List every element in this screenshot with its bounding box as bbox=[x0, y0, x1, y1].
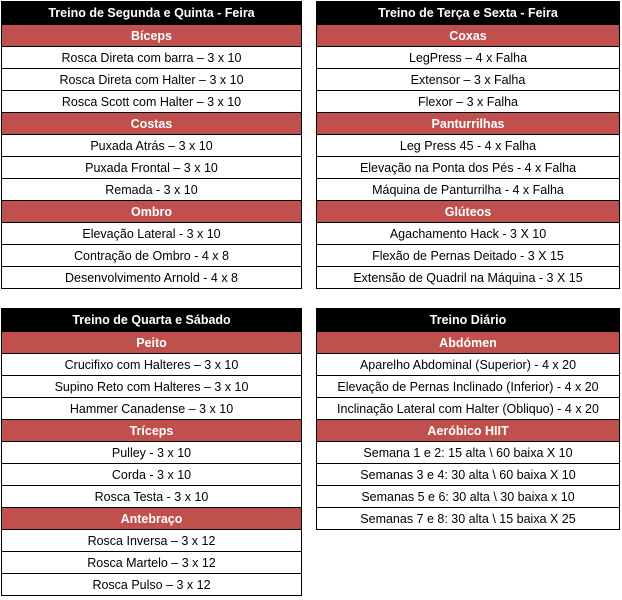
exercise-row: LegPress – 4 x Falha bbox=[317, 46, 619, 68]
exercise-row: Semanas 3 e 4: 30 alta \ 60 baixa X 10 bbox=[317, 463, 619, 485]
exercise-row: Desenvolvimento Arnold - 4 x 8 bbox=[2, 266, 301, 288]
exercise-row: Extensão de Quadril na Máquina - 3 X 15 bbox=[317, 266, 619, 288]
exercise-row: Rosca Scott com Halter – 3 x 10 bbox=[2, 90, 301, 112]
section-header-panturrilhas: Panturrilhas bbox=[317, 112, 619, 134]
exercise-row: Flexor – 3 x Falha bbox=[317, 90, 619, 112]
exercise-row: Aparelho Abdominal (Superior) - 4 x 20 bbox=[317, 353, 619, 375]
exercise-row: Semana 1 e 2: 15 alta \ 60 baixa X 10 bbox=[317, 441, 619, 463]
exercise-row: Rosca Testa - 3 x 10 bbox=[2, 485, 301, 507]
exercise-row: Agachamento Hack - 3 X 10 bbox=[317, 222, 619, 244]
exercise-row: Leg Press 45 - 4 x Falha bbox=[317, 134, 619, 156]
section-header-gluteos: Glúteos bbox=[317, 200, 619, 222]
section-header-costas: Costas bbox=[2, 112, 301, 134]
exercise-row: Flexão de Pernas Deitado - 3 X 15 bbox=[317, 244, 619, 266]
exercise-row: Rosca Direta com Halter – 3 x 10 bbox=[2, 68, 301, 90]
exercise-row: Puxada Atrás – 3 x 10 bbox=[2, 134, 301, 156]
exercise-row: Extensor – 3 x Falha bbox=[317, 68, 619, 90]
table-treino-diario bbox=[316, 308, 620, 530]
exercise-row: Semanas 7 e 8: 30 alta \ 15 baixa X 25 bbox=[317, 507, 619, 529]
exercise-row: Semanas 5 e 6: 30 alta \ 30 baixa x 10 bbox=[317, 485, 619, 507]
table-quarta-sabado bbox=[1, 308, 302, 596]
exercise-row: Rosca Inversa – 3 x 12 bbox=[2, 529, 301, 551]
section-header-biceps: Bíceps bbox=[2, 24, 301, 46]
exercise-row: Remada - 3 x 10 bbox=[2, 178, 301, 200]
table-title: Treino de Quarta e Sábado bbox=[2, 309, 301, 331]
section-header-antebraco: Antebraço bbox=[2, 507, 301, 529]
table-segunda-quinta bbox=[1, 1, 302, 289]
section-header-peito: Peito bbox=[2, 331, 301, 353]
table-title: Treino Diário bbox=[317, 309, 619, 331]
section-header-aerobico-hiit: Aeróbico HIIT bbox=[317, 419, 619, 441]
exercise-row: Contração de Ombro - 4 x 8 bbox=[2, 244, 301, 266]
section-header-coxas: Coxas bbox=[317, 24, 619, 46]
exercise-row: Pulley - 3 x 10 bbox=[2, 441, 301, 463]
exercise-row: Máquina de Panturrilha - 4 x Falha bbox=[317, 178, 619, 200]
section-header-triceps: Tríceps bbox=[2, 419, 301, 441]
exercise-row: Elevação Lateral - 3 x 10 bbox=[2, 222, 301, 244]
exercise-row: Supino Reto com Halteres – 3 x 10 bbox=[2, 375, 301, 397]
section-header-abdomen: Abdómen bbox=[317, 331, 619, 353]
exercise-row: Inclinação Lateral com Halter (Obliquo) - 4 x 20 bbox=[317, 397, 619, 419]
table-terca-sexta bbox=[316, 1, 620, 289]
exercise-row: Crucifixo com Halteres – 3 x 10 bbox=[2, 353, 301, 375]
exercise-row: Puxada Frontal – 3 x 10 bbox=[2, 156, 301, 178]
exercise-row: Corda - 3 x 10 bbox=[2, 463, 301, 485]
exercise-row: Rosca Pulso – 3 x 12 bbox=[2, 573, 301, 595]
exercise-row: Hammer Canadense – 3 x 10 bbox=[2, 397, 301, 419]
table-title: Treino de Terça e Sexta - Feira bbox=[317, 2, 619, 24]
exercise-row: Rosca Martelo – 3 x 12 bbox=[2, 551, 301, 573]
exercise-row: Rosca Direta com barra – 3 x 10 bbox=[2, 46, 301, 68]
table-title: Treino de Segunda e Quinta - Feira bbox=[2, 2, 301, 24]
section-header-ombro: Ombro bbox=[2, 200, 301, 222]
exercise-row: Elevação na Ponta dos Pés - 4 x Falha bbox=[317, 156, 619, 178]
exercise-row: Elevação de Pernas Inclinado (Inferior) - 4 x 20 bbox=[317, 375, 619, 397]
